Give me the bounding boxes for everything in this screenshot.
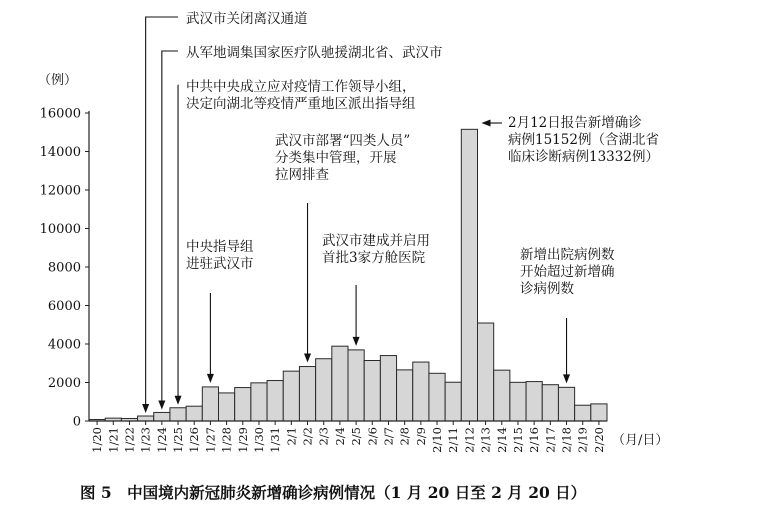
x-tick-label: 2/3 [316,427,331,446]
bar-1-24 [154,412,170,421]
x-tick-label: 2/12 [462,427,477,453]
y-tick-label: 12000 [39,183,81,199]
annotation-text: 开始超过新增确 [520,264,615,280]
y-ticks-group [40,107,89,430]
x-tick-label: 1/21 [106,427,121,453]
annotation-text: 武汉市建成并启用 [322,233,430,249]
bar-2-6 [364,360,380,421]
bar-2-18 [558,387,574,421]
annotation-text: 2月12日报告新增确诊 [508,115,642,131]
y-tick-label: 2000 [47,376,81,391]
bar-1-30 [251,383,267,421]
x-tick-label: 2/13 [478,427,493,453]
annotation-text: 进驻武汉市 [186,256,254,272]
annotation-2-5 [322,232,430,266]
bar-1-26 [186,406,202,421]
y-tick-label: 14000 [39,145,81,160]
annotation-leader [162,51,178,401]
x-tick-label: 1/31 [268,427,283,453]
annotation-arrowhead [207,374,214,383]
y-tick-label: 8000 [47,260,81,276]
y-unit-label: （例） [38,73,78,88]
annotation-text: 武汉市部署“四类人员” [275,133,411,149]
bar-2-4 [332,346,348,421]
annotation-2-12 [508,114,659,165]
x-tick-label: 2/5 [349,427,364,446]
x-tick-label: 2/17 [543,427,558,453]
x-tick-label: 1/26 [187,427,202,453]
bar-1-31 [267,381,283,421]
bar-1-27 [202,387,218,421]
x-tick-label: 2/18 [559,427,574,453]
x-unit-label: （月/日） [612,433,669,448]
annotation-1-23 [186,10,308,27]
annotation-arrowhead [175,396,182,405]
annotation-text: 病例15152例（含湖北省 [508,132,659,148]
annotation-text: 中央指导组 [186,239,254,255]
x-tick-label: 2/9 [413,427,428,446]
x-tick-label: 1/28 [219,427,234,453]
x-tick-label: 2/15 [510,427,525,453]
annotation-text: 武汉市关闭离汉通道 [186,11,308,27]
annotation-arrowhead [142,404,149,413]
x-ticks-group [90,421,606,453]
y-tick-label: 16000 [39,106,81,122]
annotation-1-24 [186,44,443,61]
annotation-1-27 [186,238,254,272]
x-tick-label: 1/23 [138,427,153,453]
x-tick-label: 1/29 [235,427,250,453]
annotation-arrowhead [304,354,311,363]
chart-caption: 图 5 中国境内新冠肺炎新增确诊病例情况（1 月 20 日至 2 月 20 日） [80,483,587,502]
annotation-arrowhead [563,374,570,383]
bar-2-7 [380,356,396,421]
x-tick-label: 2/8 [397,427,412,446]
annotation-text: 决定向湖北等疫情严重地区派出指导组 [186,96,416,112]
bar-2-17 [542,385,558,421]
annotation-text: 新增出院病例数 [520,247,615,263]
bar-2-13 [478,323,494,421]
annotation-text: 中共中央成立应对疫情工作领导小组， [186,79,416,95]
bar-1-23 [138,416,154,421]
x-tick-label: 2/20 [591,427,606,453]
bar-2-2 [299,367,315,421]
annotation-text: 分类集中管理，开展 [275,150,397,166]
bar-2-19 [575,405,591,421]
y-tick-label: 4000 [47,337,81,353]
annotation-text: 从军地调集国家医疗队驰援湖北省、武汉市 [186,45,443,61]
bar-2-12 [461,129,477,421]
annotation-text: 临床诊断病例13332例） [508,149,659,165]
bar-2-3 [316,359,332,421]
x-tick-label: 1/30 [251,427,266,453]
x-tick-label: 1/20 [90,427,105,453]
annotations-group [142,10,659,413]
annotation-text: 首批3家方舱医院 [322,250,426,266]
x-tick-label: 2/19 [575,427,590,453]
annotation-arrowhead [158,400,165,409]
bar-2-15 [510,382,526,421]
y-tick-label: 0 [72,414,81,430]
bar-2-14 [494,370,510,421]
bar-2-9 [413,362,429,421]
bar-2-1 [283,371,299,421]
bar-2-5 [348,350,364,421]
x-tick-label: 1/22 [122,427,137,453]
x-tick-label: 1/25 [171,427,186,453]
x-tick-label: 1/24 [154,427,169,453]
bar-2-10 [429,373,445,421]
bar-2-16 [526,382,542,421]
x-tick-label: 2/4 [332,427,347,446]
bar-1-29 [235,388,251,421]
annotation-text: 诊病例数 [520,281,574,297]
x-tick-label: 2/7 [381,427,396,446]
y-tick-label: 6000 [47,299,81,314]
annotation-1-25 [186,78,416,112]
bar-1-28 [219,393,235,421]
x-tick-label: 1/27 [203,427,218,453]
x-tick-label: 2/10 [430,427,445,453]
bar-2-20 [591,404,607,421]
annotation-arrowhead [482,120,491,127]
bar-2-11 [445,382,461,421]
annotation-arrowhead [353,337,360,346]
x-tick-label: 2/6 [365,427,380,446]
x-tick-label: 2/11 [446,427,461,453]
x-tick-label: 2/2 [300,427,315,446]
x-tick-label: 2/16 [527,427,542,453]
annotation-2-18 [520,246,615,297]
bar-1-25 [170,408,186,421]
annotation-text: 拉网排查 [275,167,329,183]
annotation-2-2 [275,132,410,183]
x-tick-label: 2/1 [284,427,299,446]
y-tick-label: 10000 [39,222,81,237]
bar-2-8 [397,370,413,421]
x-tick-label: 2/14 [494,427,509,453]
